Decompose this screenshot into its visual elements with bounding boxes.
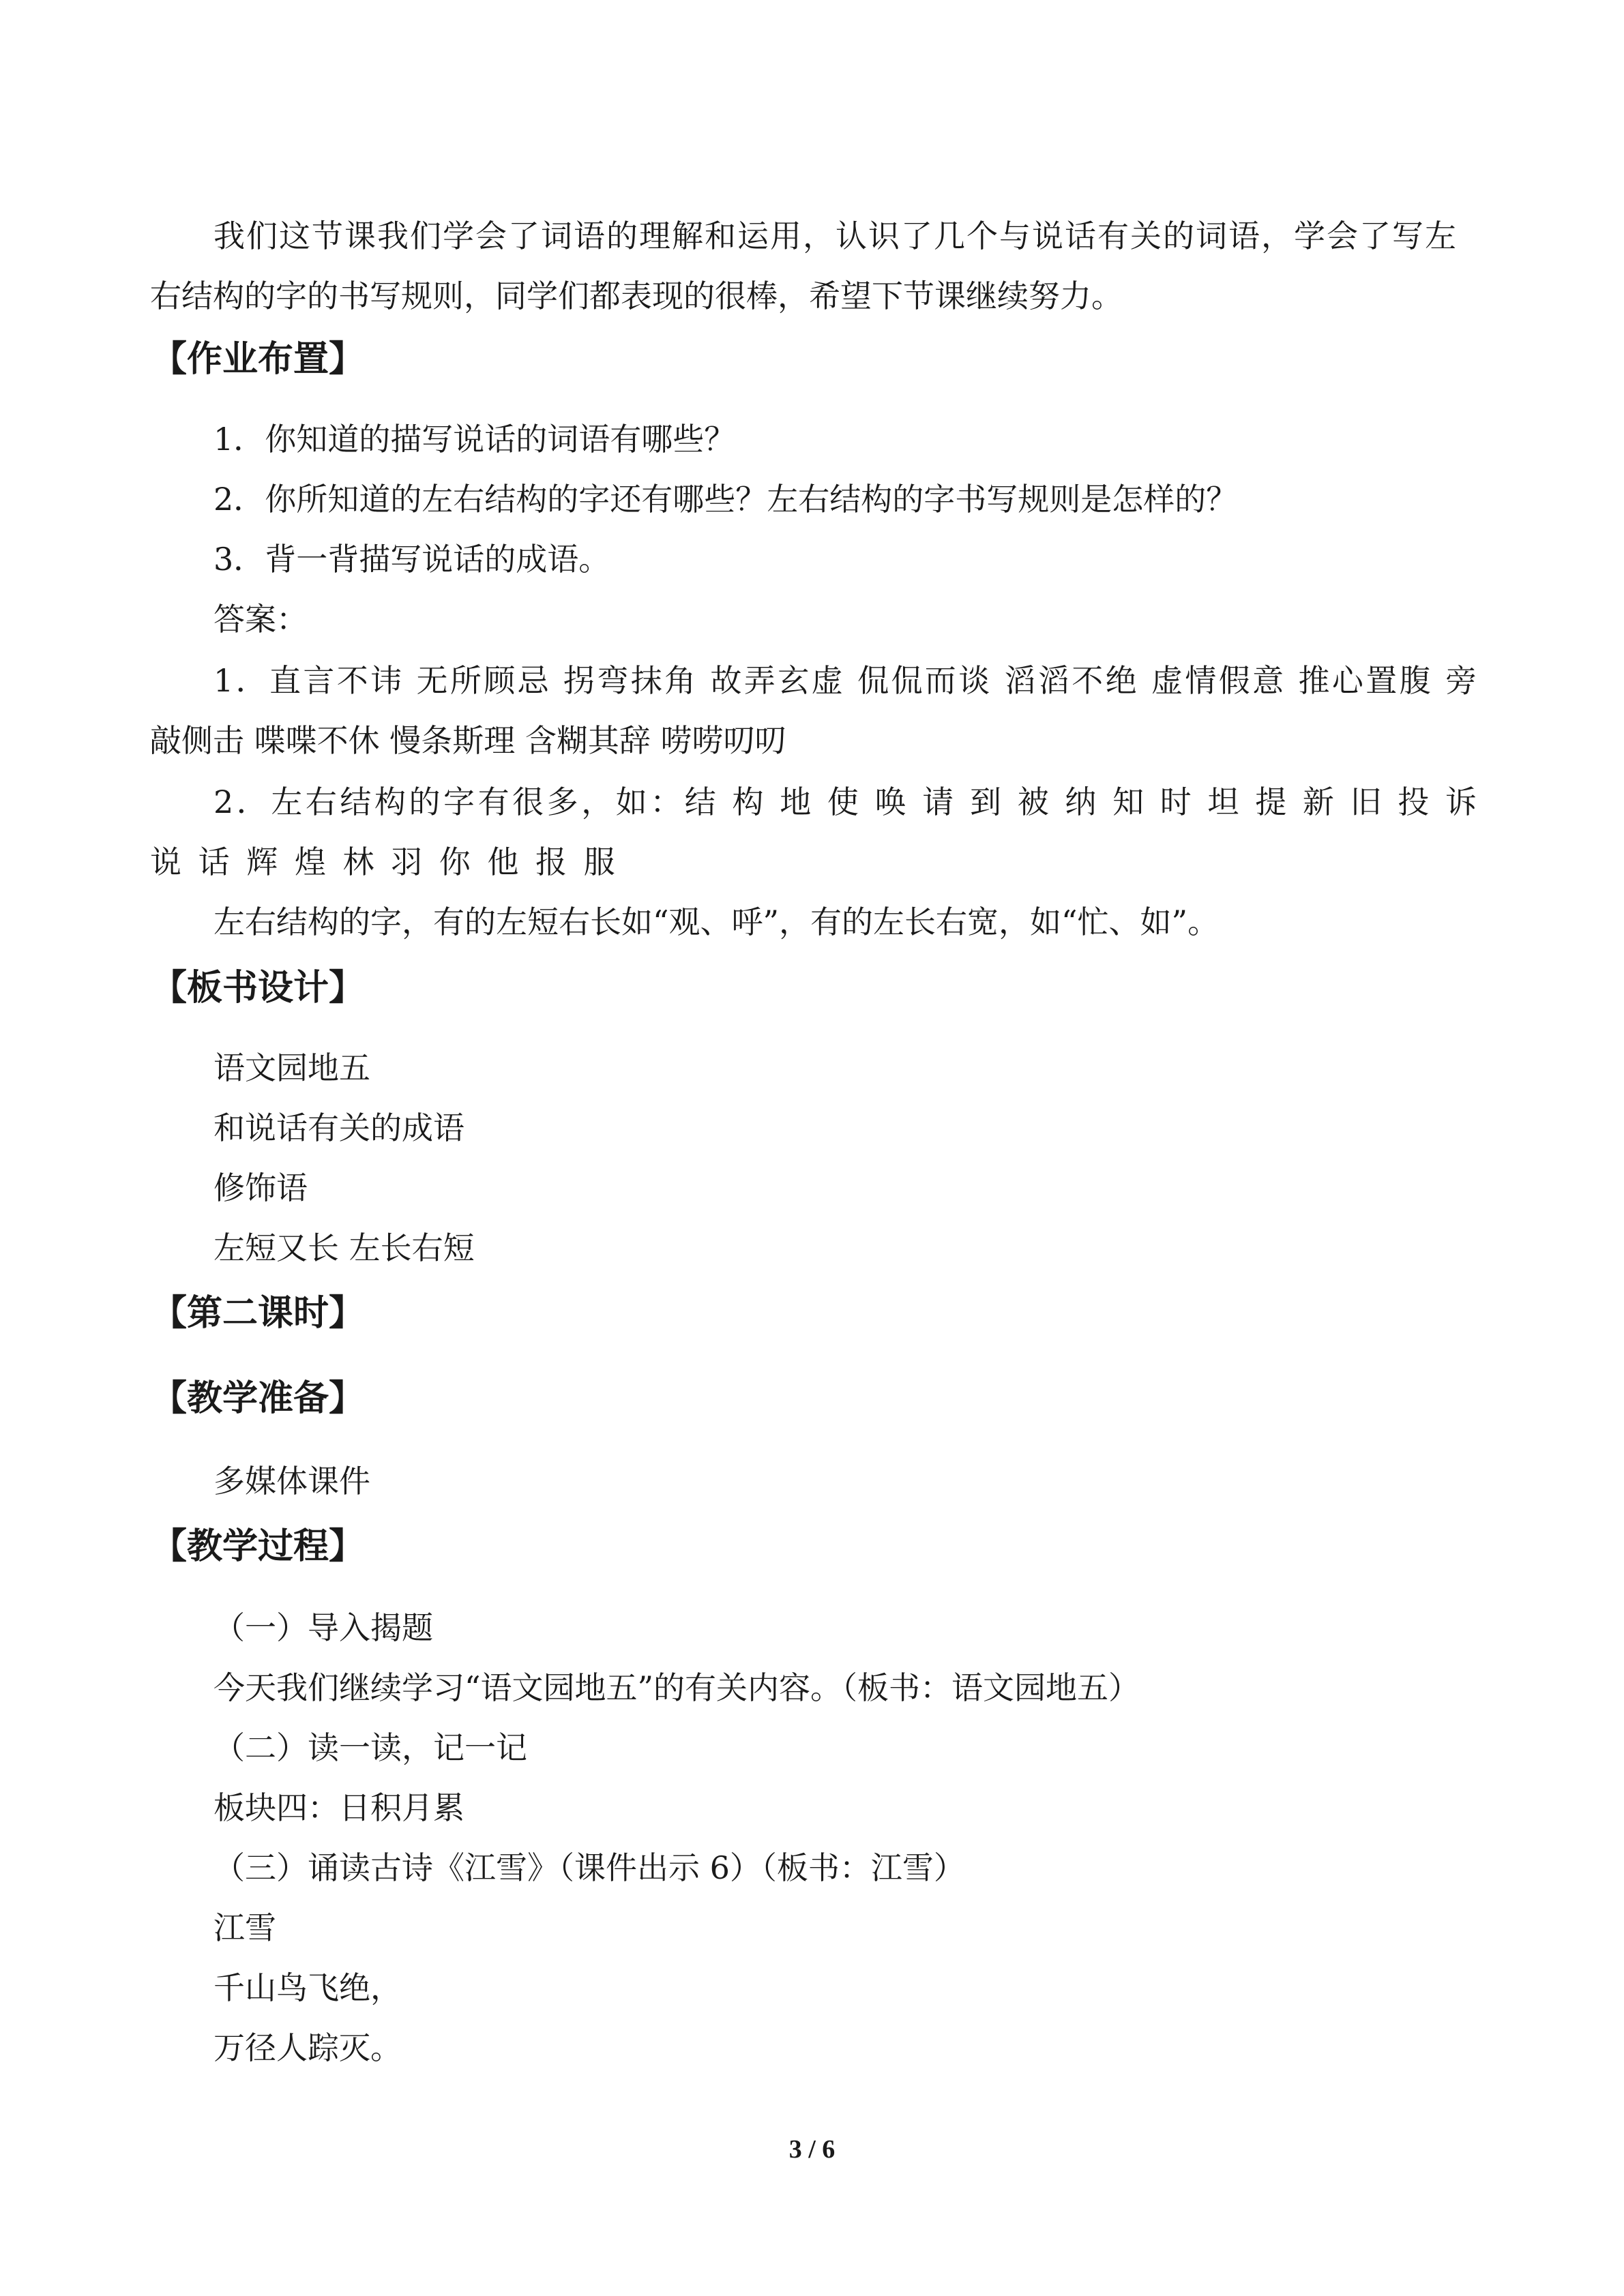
section-heading-board: 【板书设计】	[151, 968, 365, 1009]
board-line-2: 和说话有关的成语	[213, 1109, 464, 1146]
answer-1-line-1: 1．直言不讳 无所顾忌 拐弯抹角 故弄玄虚 侃侃而谈 滔滔不绝 虚情假意 推心置腹 旁	[213, 662, 1477, 699]
process-line-1: （一）导入揭题	[213, 1609, 433, 1646]
board-line-4: 左短又长 左长右短	[213, 1229, 475, 1266]
summary-line-1: 我们这节课我们学会了词语的理解和运用，认识了几个与说话有关的词语，学会了写左	[213, 218, 1456, 254]
homework-question-1: 1．你知道的描写说话的词语有哪些？	[213, 421, 736, 458]
process-line-4: 板块四：日积月累	[213, 1789, 464, 1826]
poem-line-2: 万径人踪灭。	[213, 2029, 402, 2066]
section-heading-process: 【教学过程】	[151, 1526, 365, 1567]
board-line-3: 修饰语	[213, 1169, 308, 1206]
process-line-2: 今天我们继续学习“语文园地五”的有关内容。（板书：语文园地五）	[213, 1669, 1140, 1706]
answer-label: 答案：	[213, 601, 308, 638]
answer-2-line-1: 2．左右结构的字有很多，如：结 构 地 使 唤 请 到 被 纳 知 时 坦 提 新 旧 投 诉	[213, 784, 1477, 820]
answer-1-line-2: 敲侧击 喋喋不休 慢条斯理 含糊其辞 唠唠叨叨	[150, 722, 786, 759]
section-heading-prep: 【教学准备】	[151, 1378, 365, 1419]
summary-line-2: 右结构的字的书写规则，同学们都表现的很棒，希望下节课继续努力。	[150, 278, 1123, 314]
homework-question-2: 2．你所知道的左右结构的字还有哪些？左右结构的字书写规则是怎样的？	[213, 481, 1238, 518]
poem-title: 江雪	[213, 1909, 276, 1946]
answer-2-line-2: 说 话 辉 煌 林 羽 你 他 报 服	[150, 844, 615, 880]
section-heading-homework: 【作业布置】	[151, 339, 365, 380]
answer-2-note: 左右结构的字，有的左短右长如“观、呼”，有的左长右宽，如“忙、如”。	[213, 904, 1220, 940]
prep-line-1: 多媒体课件	[213, 1463, 370, 1500]
poem-line-1: 千山鸟飞绝，	[213, 1969, 402, 2006]
process-line-3: （二）读一读，记一记	[213, 1729, 527, 1766]
process-line-5: （三）诵读古诗《江雪》（课件出示 6）（板书：江雪）	[213, 1849, 965, 1886]
board-line-1: 语文园地五	[213, 1049, 370, 1086]
section-heading-lesson2: 【第二课时】	[151, 1293, 365, 1334]
page-number: 3 / 6	[788, 2135, 836, 2164]
homework-question-3: 3．背一背描写说话的成语。	[213, 541, 610, 578]
